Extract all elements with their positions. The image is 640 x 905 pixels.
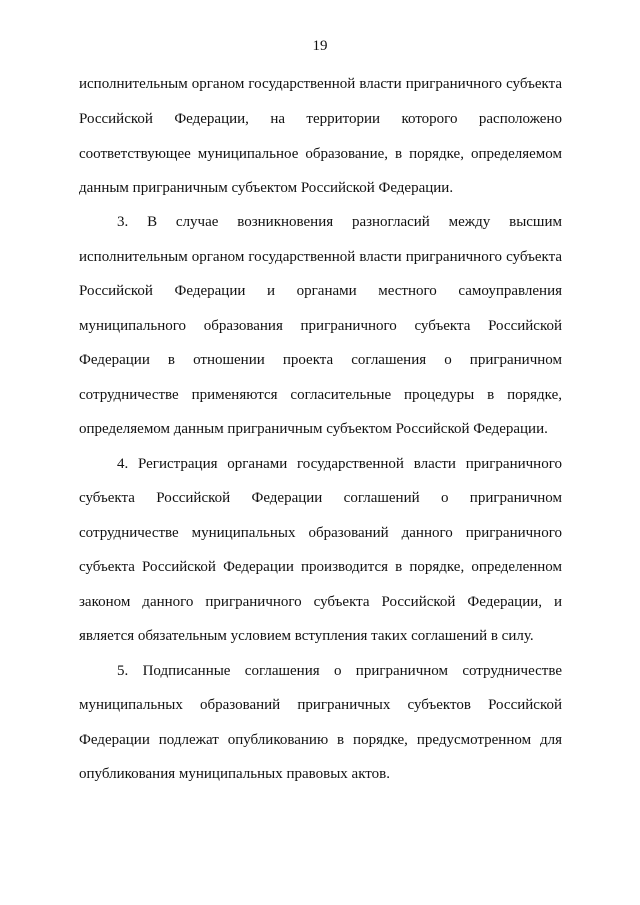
text-line: Российской Федерации и органами местного самоуправления (79, 283, 562, 299)
text-line: данным приграничным субъектом Российской Федерации. (79, 180, 454, 196)
text-line: 5. Подписанные соглашения о приграничном сотрудничестве (117, 663, 562, 679)
text-line: муниципального образования приграничного субъекта Российской (79, 318, 562, 334)
text-line: Федерации в отношении проекта соглашения о приграничном (79, 352, 562, 368)
text-line: субъекта Российской Федерации производится в порядке, определенном (79, 559, 562, 575)
text-line: муниципальных образований приграничных субъектов Российской (79, 697, 562, 713)
page-number: 19 (312, 38, 328, 54)
text-line: 3. В случае возникновения разногласий между высшим (117, 214, 562, 230)
text-line: сотрудничестве муниципальных образований данного приграничного (79, 525, 562, 541)
text-line: исполнительным органом государственной власти приграничного субъекта (79, 249, 562, 265)
text-line: исполнительным органом государственной власти приграничного субъекта (79, 76, 562, 92)
text-line: является обязательным условием вступления таких соглашений в силу. (79, 628, 534, 644)
text-line: определяемом данным приграничным субъектом Российской Федерации. (79, 421, 548, 437)
text-line: опубликования муниципальных правовых актов. (79, 766, 390, 782)
text-line: субъекта Российской Федерации соглашений о приграничном (79, 490, 562, 506)
text-line: Российской Федерации, на территории которого расположено (79, 111, 562, 127)
text-line: сотрудничестве применяются согласительные процедуры в порядке, (79, 387, 562, 403)
text-line: 4. Регистрация органами государственной власти приграничного (117, 456, 562, 472)
text-line: законом данного приграничного субъекта Российской Федерации, и (79, 594, 562, 610)
text-line: соответствующее муниципальное образование, в порядке, определяемом (79, 146, 562, 162)
text-line: Федерации подлежат опубликованию в порядке, предусмотренном для (79, 732, 562, 748)
